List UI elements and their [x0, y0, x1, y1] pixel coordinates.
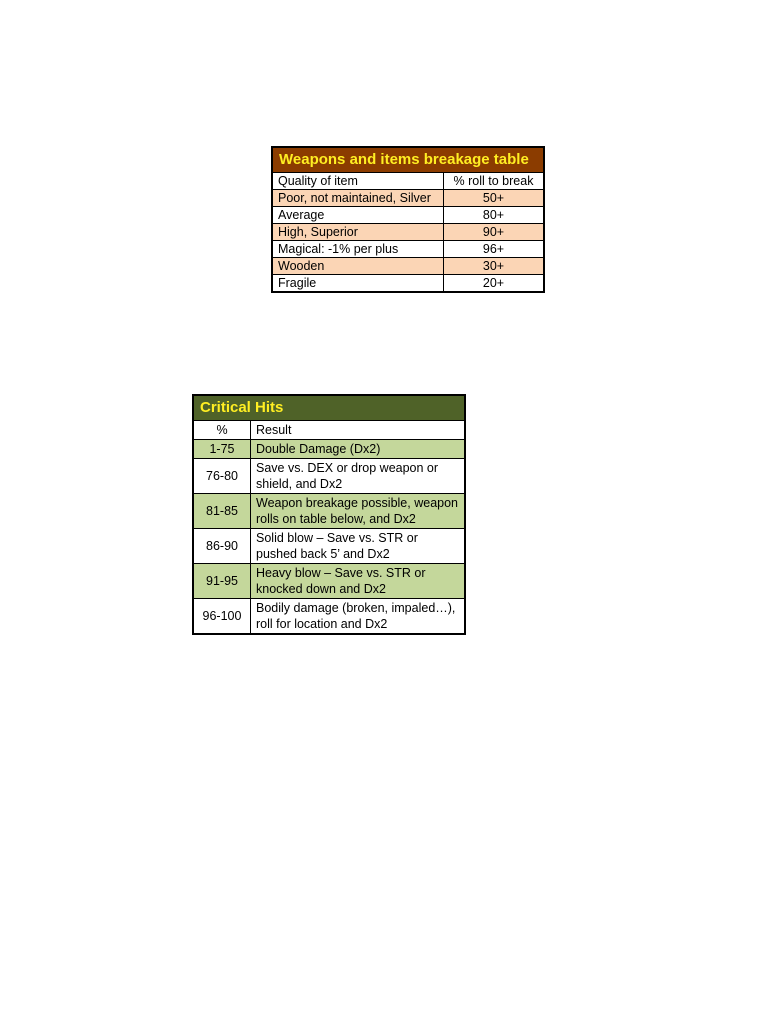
- quality-cell: Average: [272, 207, 444, 224]
- table-row: [193, 459, 465, 494]
- header-roll: % roll to break: [444, 173, 545, 190]
- breakage-table: [271, 146, 545, 293]
- header-result: Result: [251, 421, 466, 440]
- quality-cell: Wooden: [272, 258, 444, 275]
- quality-cell: Fragile: [272, 275, 444, 293]
- table-row: [193, 564, 465, 599]
- roll-cell: 80+: [444, 207, 545, 224]
- percent-cell: 86-90: [193, 529, 251, 564]
- critical-table-title: Critical Hits: [193, 395, 465, 421]
- critical-header-row: [193, 421, 465, 440]
- percent-cell: 91-95: [193, 564, 251, 599]
- critical-hits-table: [192, 394, 466, 635]
- roll-cell: 96+: [444, 241, 545, 258]
- table-row: [272, 275, 544, 293]
- table-row: [193, 529, 465, 564]
- table-row: [193, 494, 465, 529]
- result-cell: Weapon breakage possible, weapon rolls on table below, and Dx2: [251, 494, 466, 529]
- quality-cell: Poor, not maintained, Silver: [272, 190, 444, 207]
- header-quality: Quality of item: [272, 173, 444, 190]
- roll-cell: 50+: [444, 190, 545, 207]
- critical-title-row: [193, 395, 465, 421]
- breakage-title-row: [272, 147, 544, 173]
- quality-cell: High, Superior: [272, 224, 444, 241]
- header-percent: %: [193, 421, 251, 440]
- percent-cell: 76-80: [193, 459, 251, 494]
- table-row: [193, 440, 465, 459]
- table-row: [272, 258, 544, 275]
- percent-cell: 96-100: [193, 599, 251, 635]
- result-cell: Solid blow – Save vs. STR or pushed back 5’ and Dx2: [251, 529, 466, 564]
- table-row: [272, 241, 544, 258]
- table-row: [272, 190, 544, 207]
- table-row: [193, 599, 465, 635]
- roll-cell: 30+: [444, 258, 545, 275]
- table-row: [272, 207, 544, 224]
- breakage-table-title: Weapons and items breakage table: [272, 147, 544, 173]
- result-cell: Bodily damage (broken, impaled…), roll for location and Dx2: [251, 599, 466, 635]
- roll-cell: 20+: [444, 275, 545, 293]
- result-cell: Double Damage (Dx2): [251, 440, 466, 459]
- table-row: [272, 224, 544, 241]
- quality-cell: Magical: -1% per plus: [272, 241, 444, 258]
- percent-cell: 1-75: [193, 440, 251, 459]
- roll-cell: 90+: [444, 224, 545, 241]
- percent-cell: 81-85: [193, 494, 251, 529]
- result-cell: Save vs. DEX or drop weapon or shield, and Dx2: [251, 459, 466, 494]
- breakage-header-row: [272, 173, 544, 190]
- result-cell: Heavy blow – Save vs. STR or knocked down and Dx2: [251, 564, 466, 599]
